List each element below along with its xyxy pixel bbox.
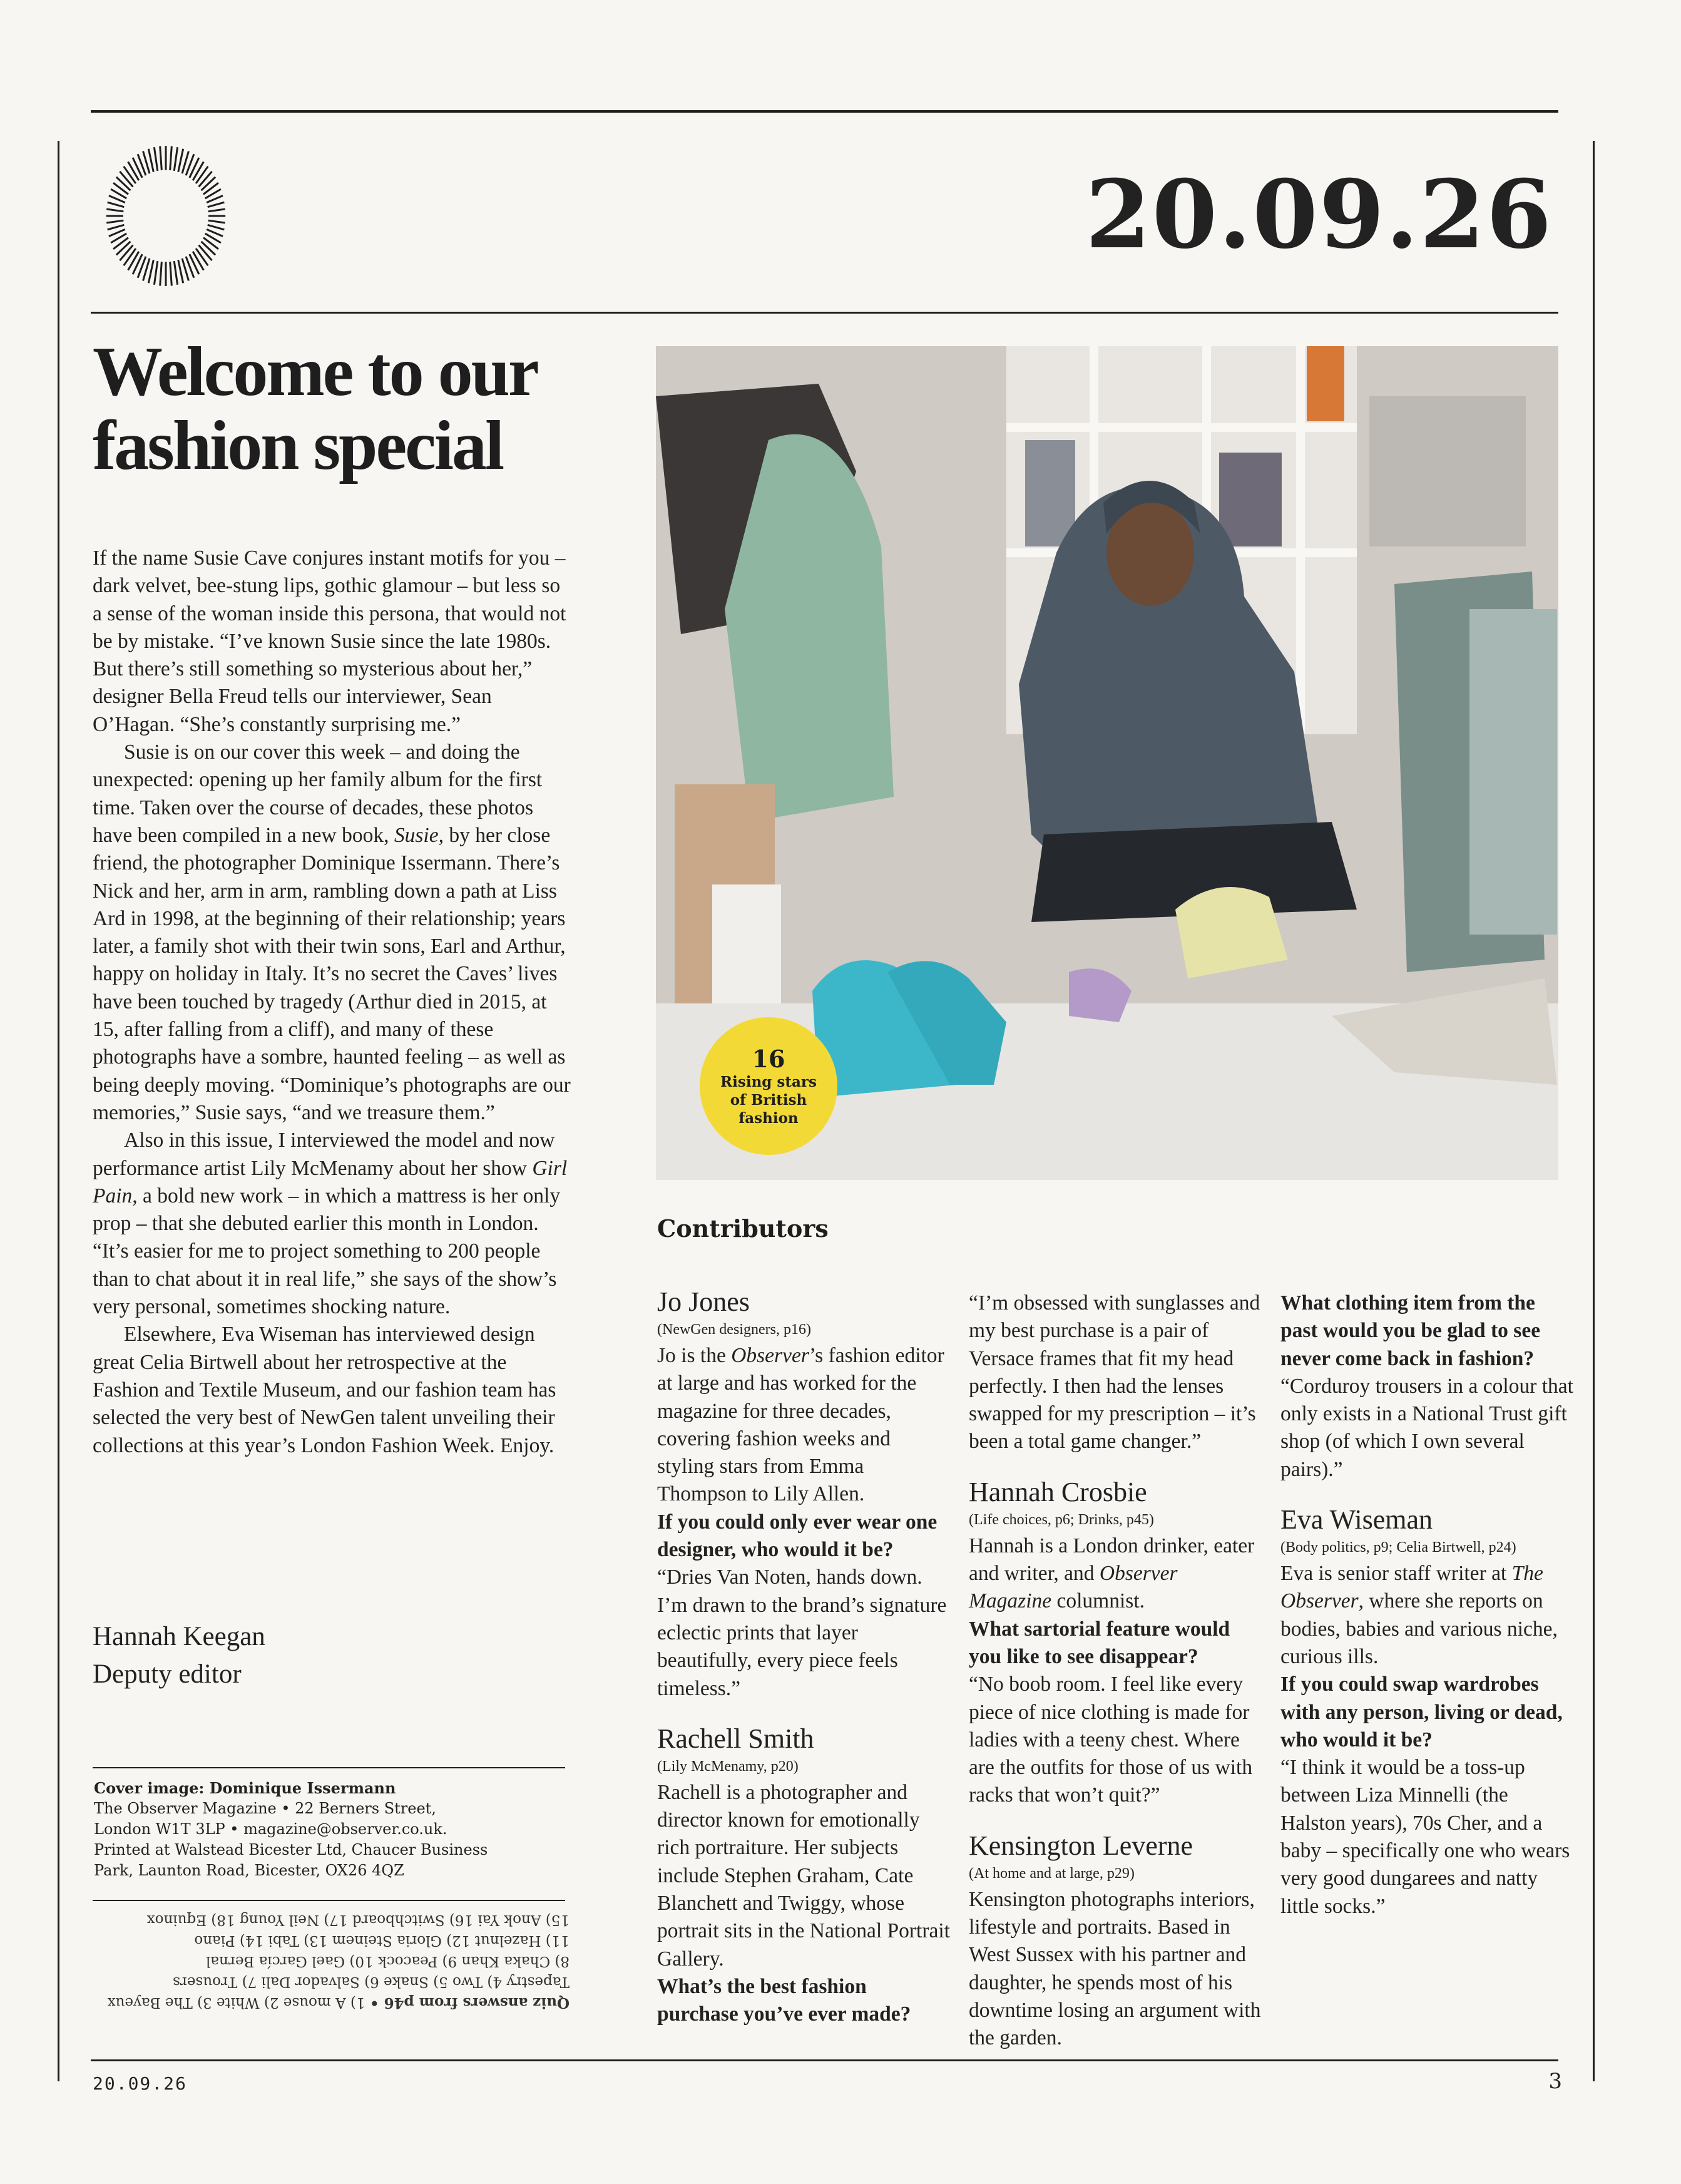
- logo-ray: [208, 209, 225, 212]
- contributors-column-2: [969, 1289, 1263, 2053]
- badge-text: Rising stars of British fashion: [720, 1073, 817, 1127]
- top-rule: [91, 110, 1558, 113]
- contributor-bio: [969, 1532, 1263, 1616]
- contributor-name: Rachell Smith: [657, 1723, 814, 1754]
- logo-ray: [160, 146, 162, 170]
- logo-ray: [170, 262, 172, 285]
- logo-ray: [116, 177, 131, 190]
- bio-text: columnist.: [1051, 1589, 1145, 1613]
- contributor-name: Kensington Leverne: [969, 1830, 1193, 1861]
- logo-ray: [208, 220, 225, 223]
- contributors-column-1: [657, 1286, 951, 2029]
- headline-line-1: Welcome to our: [93, 333, 538, 411]
- contributor-ref: (At home and at large, p29): [969, 1865, 1135, 1882]
- bio-text: Eva is senior staff writer at: [1280, 1562, 1512, 1586]
- logo-ray: [178, 149, 183, 172]
- contributor-name: Eva Wiseman: [1280, 1504, 1433, 1535]
- logo-ray: [116, 242, 131, 255]
- logo-ray: [202, 177, 216, 190]
- logo-ray: [199, 245, 212, 260]
- quiz-label: Quiz answers from p46 •: [369, 1994, 570, 2011]
- page-number: 3: [1548, 2069, 1562, 2094]
- contributor-ref: (NewGen designers, p16): [657, 1321, 811, 1338]
- quiz-line: Tapestry 4) Two 5) Snake 6) Salvador Dali 7) Trousers: [173, 1974, 570, 1990]
- contributor-answer: “Dries Van Noten, hands down. I’m drawn to the brand’s signature eclectic prints that layer beautifully, every piece feels timeless.”: [657, 1566, 947, 1700]
- logo-ray: [108, 202, 125, 207]
- contributor-name: Jo Jones: [657, 1286, 750, 1317]
- editor-role: Deputy editor: [93, 1659, 242, 1689]
- logo-ray: [106, 209, 123, 212]
- contributor-ref: (Lily McMenamy, p20): [657, 1758, 799, 1775]
- logo-ray: [120, 172, 133, 187]
- contributors-column-3: [1280, 1289, 1575, 1920]
- contributor-answer: “I think it would be a toss-up between Liza Minnelli (the Halston years), 70s Cher, and a baby – specifically one who wears very good dungarees and natty little socks.”: [1280, 1756, 1570, 1918]
- masthead-date: 20.09.26: [1085, 160, 1553, 270]
- credit-line: London W1T 3LP • magazine@observer.co.uk.: [94, 1820, 447, 1838]
- editor-letter: [93, 545, 571, 1460]
- logo-ray: [174, 261, 177, 285]
- quiz-answers-upside-down: [94, 1909, 570, 2013]
- bio-text: Jo is the: [657, 1344, 732, 1367]
- contributor-question: What clothing item from the past would you be glad to see never come back in fashion?: [1280, 1291, 1541, 1370]
- intro-paragraph: [93, 545, 571, 739]
- logo-ray: [193, 161, 203, 180]
- intro-p2-text-b: by her close friend, the photographer Dominique Issermann. There’s Nick and her, arm in arm, rambling down a path at Liss Ard in 1998, at the beginning of their relationship; years later, a family shot with their twin sons, Earl and Arthur, happy on holiday in Italy. It’s no secret the Caves’ lives have been touched by tragedy (Arthur died in 2015, at 15, after falling from a cliff), and many of these photographs have a sombre, haunted feeling – as well as being deeply moving. “Dominique’s photographs are our memories,” Susie says, “and we treasure them.”: [93, 823, 571, 1124]
- logo-ray: [174, 147, 177, 171]
- logo-ray: [208, 225, 225, 230]
- badge-number: 16: [752, 1044, 785, 1073]
- credit-line: The Observer Magazine • 22 Berners Street,: [94, 1800, 436, 1817]
- quiz-line: 15) Anok Yai 16) Switchboard 17) Neil Young 18) Equinox: [146, 1912, 570, 1928]
- logo-ray: [120, 245, 133, 260]
- rising-stars-badge: [700, 1017, 837, 1155]
- quiz-rule: [93, 1900, 565, 1901]
- logo-ray: [193, 252, 203, 270]
- cover-credit: Cover image: Dominique Issermann: [94, 1779, 396, 1797]
- editor-signoff: [93, 1618, 571, 1693]
- contributor-name: Hannah Crosbie: [969, 1476, 1147, 1507]
- contributor-question: If you could swap wardrobes with any person, living or dead, who would it be?: [1280, 1673, 1563, 1751]
- book-title: Susie,: [394, 823, 444, 847]
- contributor-answer: “I’m obsessed with sunglasses and my best purchase is a pair of Versace frames that fit my head perfectly. I then had the lenses swapped for my prescription – it’s been a total game changer.”: [969, 1291, 1260, 1453]
- page-headline: [93, 335, 625, 483]
- left-column-rule: [58, 141, 59, 2081]
- credits-box: [94, 1778, 570, 1881]
- credit-line: Park, Launton Road, Bicester, OX26 4QZ: [94, 1862, 404, 1879]
- logo-ray: [170, 146, 172, 170]
- contributor-bio: [1280, 1560, 1575, 1671]
- show-title: Girl Pain,: [93, 1156, 568, 1207]
- logo-ray: [154, 147, 157, 171]
- logo-ray: [106, 220, 123, 223]
- publication-title: Observer Magazine: [969, 1562, 1178, 1613]
- logo-ray: [128, 252, 139, 270]
- contributor-ref: (Body politics, p9; Celia Birtwell, p24): [1280, 1539, 1516, 1556]
- bio-text: Hannah is a London drinker, eater and writer, and: [969, 1534, 1255, 1586]
- bottom-rule: [91, 2059, 1558, 2061]
- contributor-answer: “Corduroy trousers in a colour that only exists in a National Trust gift shop (of which I own several pairs).”: [1280, 1374, 1573, 1481]
- logo-ray: [124, 249, 136, 265]
- intro-p4-text: Elsewhere, Eva Wiseman has interviewed design great Celia Birtwell about her retrospective at the Fashion and Textile Museum, and our fashion team has selected the very best of NewGen talent unveiling their collections at this year’s London Fashion Week. Enjoy.: [93, 1323, 556, 1457]
- contributors-heading: Contributors: [657, 1214, 829, 1243]
- contributor-bio: [657, 1342, 951, 1509]
- quiz-line: 8) Chaka Khan 9) Peacock 10) Gael García Bernal: [205, 1953, 570, 1969]
- right-column-rule: [1593, 141, 1595, 2081]
- quiz-line: [94, 1992, 570, 2013]
- publication-title: Observer: [731, 1344, 809, 1367]
- bio-text: ’s fashion editor at large and has worked for the magazine for three decades, covering fashion weeks and styling stars from Emma Thompson to Lily Allen.: [657, 1344, 944, 1506]
- contributor-answer: “No boob room. I feel like every piece of nice clothing is made for ladies with a teeny chest. Where are the outfits for those of us with racks that won’t quit?”: [969, 1673, 1253, 1807]
- intro-p3-text-b: a bold new work – in which a mattress is her only prop – that she debuted earlier this month in London. “It’s easier for me to project something to 200 people than to chat about it in real life,” she says of the show’s very personal, sometimes shocking nature.: [93, 1184, 561, 1319]
- contributor-bio: Rachell is a photographer and director known for emotionally rich portraiture. Her subjects include Stephen Graham, Cate Blanchett and Twiggy, whose portrait sits in the National Portrait Gallery.: [657, 1780, 950, 1971]
- logo-ray: [178, 260, 183, 283]
- masthead-rule: [91, 312, 1558, 314]
- logo-ray: [208, 202, 225, 207]
- observer-o-logo-icon: [94, 144, 238, 288]
- bio-text: , where she reports on bodies, babies and various niche, curious ills.: [1280, 1589, 1558, 1668]
- intro-p1-text: If the name Susie Cave conjures instant motifs for you – dark velvet, bee-stung lips, gothic glamour – but less so a sense of the woman inside this persona, that would not be by mistake. “I’ve known Susie since the late 1980s. But there’s still something so mysterious about her,” designer Bella Freud tells our interviewer, Sean O’Hagan. “She’s constantly surprising me.”: [93, 546, 566, 736]
- logo-ray: [196, 249, 208, 265]
- intro-paragraph: [93, 1127, 571, 1321]
- logo-ray: [202, 242, 216, 255]
- contributor-bio: Kensington photographs interiors, lifestyle and portraits. Based in West Sussex with his partner and daughter, he spends most of his downtime losing an argument with the garden.: [969, 1887, 1261, 2050]
- headline-line-2: fashion special: [93, 407, 503, 484]
- quiz-line-1: 1) A mouse 2) White 3) The Bayeux: [107, 1994, 370, 2011]
- logo-ray: [160, 262, 162, 285]
- intro-p2-text-a: Susie is on our cover this week – and doing the unexpected: opening up her family album for the first time. Taken over the course of decades, these photos have been compiled in a new book,: [93, 741, 543, 847]
- logo-ray: [108, 225, 125, 230]
- logo-ray: [196, 167, 208, 183]
- footer-date: 20.09.26: [93, 2073, 187, 2094]
- contributor-question: If you could only ever wear one designer, who would it be?: [657, 1510, 938, 1562]
- logo-ray: [128, 161, 139, 180]
- editor-name: Hannah Keegan: [93, 1622, 265, 1651]
- logo-ray: [154, 261, 157, 285]
- intro-paragraph: [93, 739, 571, 1127]
- contributor-ref: (Life choices, p6; Drinks, p45): [969, 1511, 1154, 1528]
- publication-title: The Observer: [1280, 1562, 1543, 1613]
- logo-ray: [148, 149, 153, 172]
- contributor-question: What’s the best fashion purchase you’ve ever made?: [657, 1974, 911, 2026]
- intro-p3-text-a: Also in this issue, I interviewed the model and now performance artist Lily McMenamy about her show: [93, 1129, 555, 1180]
- quiz-line: 11) Hazelnut 12) Gloria Steinem 13) Tabi 14) Piano: [194, 1932, 570, 1949]
- logo-ray: [148, 260, 153, 283]
- credit-line: Printed at Walstead Bicester Ltd, Chaucer Business: [94, 1841, 488, 1858]
- contributor-question: What sartorial feature would you like to see disappear?: [969, 1617, 1230, 1668]
- logo-ray: [124, 167, 136, 183]
- logo-ray: [199, 172, 212, 187]
- intro-paragraph: [93, 1321, 571, 1459]
- credit-rule: [93, 1767, 565, 1768]
